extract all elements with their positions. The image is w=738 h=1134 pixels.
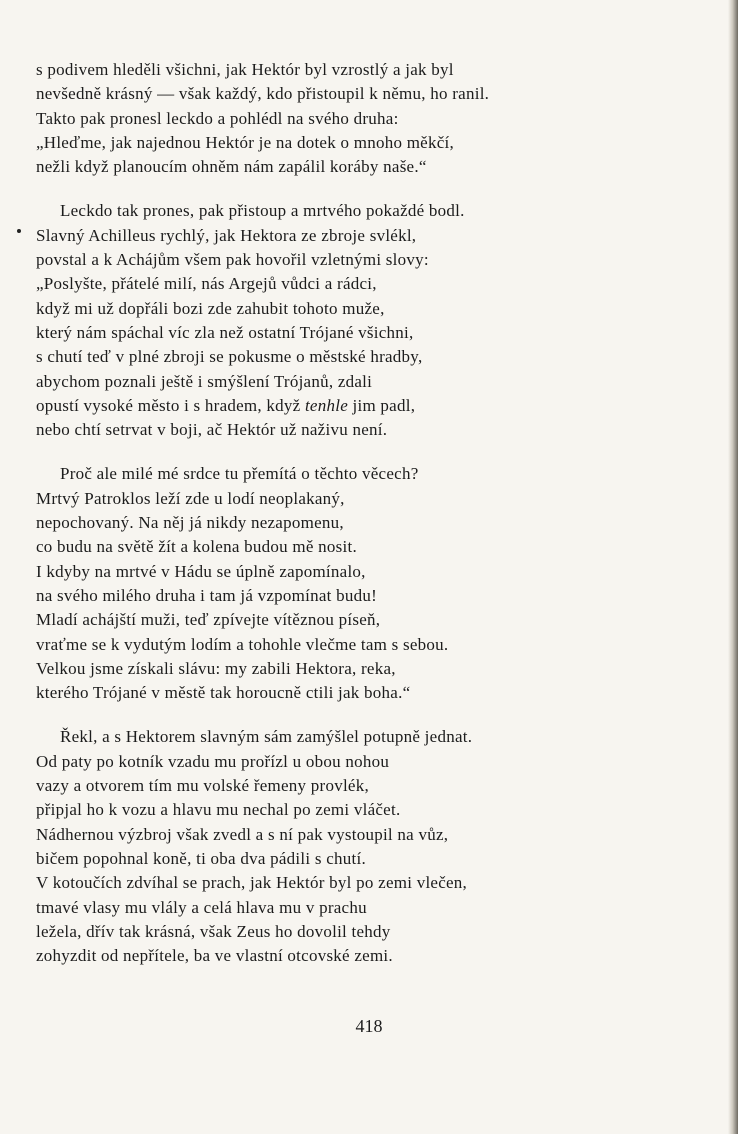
verse-line: Leckdo tak prones, pak přistoup a mrtvého pokaždé bodl. [60, 201, 465, 221]
verse-line: Proč ale milé mé srdce tu přemítá o těchto věcech? [60, 464, 419, 484]
poem-text [36, 58, 676, 988]
verse-line: V kotoučích zdvíhal se prach, jak Hektór byl po zemi vlečen, [36, 873, 468, 893]
verse-line: s chutí teď v plné zbroji se pokusme o městské hradby, [36, 347, 423, 367]
verse-line: Mladí achájští muži, teď zpívejte vítěznou píseň, [36, 610, 381, 630]
stanza-4 [36, 725, 676, 968]
verse-line: nevšedně krásný — však každý, kdo přistoupil k němu, ho ranil. [36, 84, 490, 104]
verse-line: vazy a otvorem tím mu volské řemeny provlék, [36, 776, 369, 796]
verse-line: když mi už dopřáli bozi zde zahubit tohoto muže, [36, 298, 385, 318]
verse-line: nepochovaný. Na něj já nikdy nezapomenu, [36, 513, 344, 533]
stanza-1 [36, 58, 676, 179]
verse-line: Mrtvý Patroklos leží zde u lodí neoplakaný, [36, 488, 345, 508]
verse-line: tmavé vlasy mu vlály a celá hlava mu v prachu [36, 897, 367, 917]
verse-line: který nám spáchal víc zla než ostatní Trójané všichni, [36, 322, 414, 342]
verse-line: abychom poznali ještě i smýšlení Trójanů, zdali [36, 371, 373, 391]
verse-line: Řekl, a s Hektorem slavným sám zamýšlel potupně jednat. [60, 727, 473, 747]
verse-line: co budu na světě žít a kolena budou mě nosit. [36, 537, 357, 557]
verse-line: vraťme se k vydutým lodím a tohohle vlečme tam s sebou. [36, 634, 449, 654]
verse-line: nežli když planoucím ohněm nám zapálil koráby naše.“ [36, 157, 427, 177]
verse-line: s podivem hleděli všichni, jak Hektór byl vzrostlý a jak byl [36, 60, 454, 79]
verse-line: Nádhernou výzbroj však zvedl a s ní pak vystoupil na vůz, [36, 824, 449, 844]
verse-line: Od paty po kotník vzadu mu prořízl u obou nohou [36, 751, 390, 771]
stanza-2 [36, 199, 676, 442]
verse-line: Takto pak pronesl leckdo a pohlédl na svého druha: [36, 108, 399, 128]
verse-line: zohyzdit od nepřítele, ba ve vlastní otcovské zemi. [36, 946, 393, 966]
verse-line: ležela, dřív tak krásná, však Zeus ho dovolil tehdy [36, 921, 391, 941]
verse-line: Slavný Achilleus rychlý, jak Hektora ze zbroje svlékl, [36, 225, 417, 245]
verse-line: opustí vysoké město i s hradem, když tenhle jim padl, [36, 395, 416, 415]
stray-ink-dot [17, 229, 21, 233]
verse-line: kterého Trójané v městě tak horoucně ctili jak boha.“ [36, 683, 411, 703]
verse-line: „Poslyšte, přátelé milí, nás Argejů vůdci a rádci, [36, 274, 377, 294]
verse-line: Velkou jsme získali slávu: my zabili Hektora, reka, [36, 658, 396, 678]
page-edge-shadow [728, 0, 738, 1134]
verse-line: na svého milého druha i tam já vzpomínat budu! [36, 585, 378, 605]
verse-line: připjal ho k vozu a hlavu mu nechal po zemi vláčet. [36, 800, 401, 820]
verse-line: I kdyby na mrtvé v Hádu se úplně zapomínalo, [36, 561, 366, 581]
verse-line: povstal a k Achájům všem pak hovořil vzletnými slovy: [36, 250, 429, 270]
verse-line: „Hleďme, jak najednou Hektór je na dotek o mnoho měkčí, [36, 132, 454, 152]
stanza-3 [36, 462, 676, 705]
page-number: 418 [355, 1016, 383, 1036]
verse-line: bičem popohnal koně, ti oba dva pádili s chutí. [36, 848, 366, 868]
verse-line: nebo chtí setrvat v boji, ač Hektór už naživu není. [36, 420, 388, 440]
emphasized-word: tenhle [304, 395, 348, 415]
